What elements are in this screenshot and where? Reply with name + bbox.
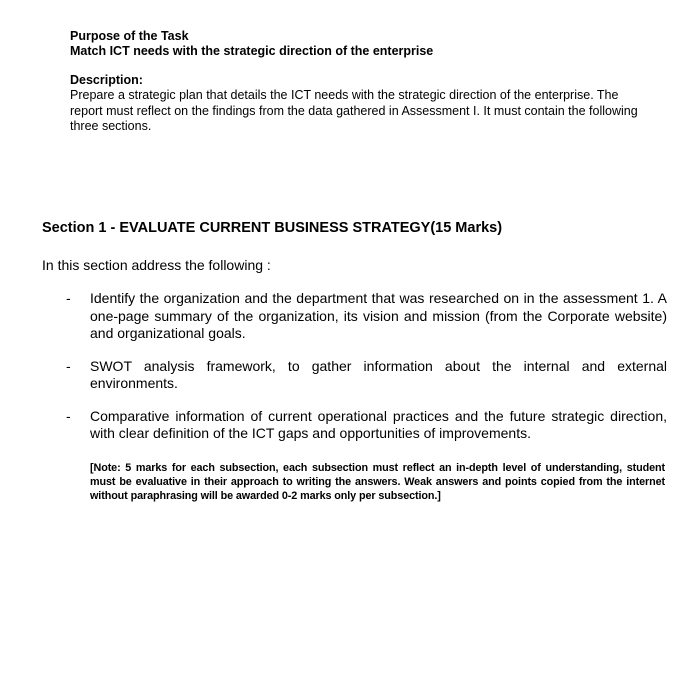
- purpose-subheading: Match ICT needs with the strategic direction of the enterprise: [70, 44, 434, 58]
- description-heading: Description:: [70, 73, 143, 87]
- bullet-text: Comparative information of current operational practices and the future strategic direction, with clear definition of the ICT gaps and opportunities of improvements.: [90, 407, 667, 441]
- section-1-title: Section 1 - EVALUATE CURRENT BUSINESS STRATEGY(15 Marks): [42, 220, 503, 236]
- section-1-intro: In this section address the following :: [42, 257, 271, 273]
- purpose-heading: Purpose of the Task: [70, 29, 189, 43]
- description-block: [70, 73, 640, 135]
- bullet-marker: -: [66, 357, 71, 374]
- bullet-marker: -: [66, 407, 71, 424]
- purpose-block: [70, 29, 670, 59]
- bullet-text: SWOT analysis framework, to gather information about the internal and external environments.: [90, 357, 667, 391]
- section-1-header: [42, 219, 672, 237]
- bullet-text: Identify the organization and the department that was researched on in the assessment 1. A one-page summary of the organization, its vision and mission (from the Corporate website) and organizational goals.: [90, 290, 667, 341]
- description-text: Prepare a strategic plan that details the ICT needs with the strategic direction of the enterprise. The report must reflect on the findings from the data gathered in Assessment I. It must contain the following three sections.: [70, 88, 638, 133]
- section-1-bullet-list: [62, 290, 667, 458]
- bullet-marker: -: [66, 290, 71, 306]
- list-item: [62, 358, 667, 393]
- list-item: [62, 408, 667, 443]
- marking-note: [Note: 5 marks for each subsection, each subsection must reflect an in-depth level of understanding, student must be evaluative in their approach to writing the answers. Weak answers and points copied from the internet without paraphrasing will be awarded 0-2 marks only per subsection.]: [90, 462, 665, 502]
- list-item: [62, 290, 667, 343]
